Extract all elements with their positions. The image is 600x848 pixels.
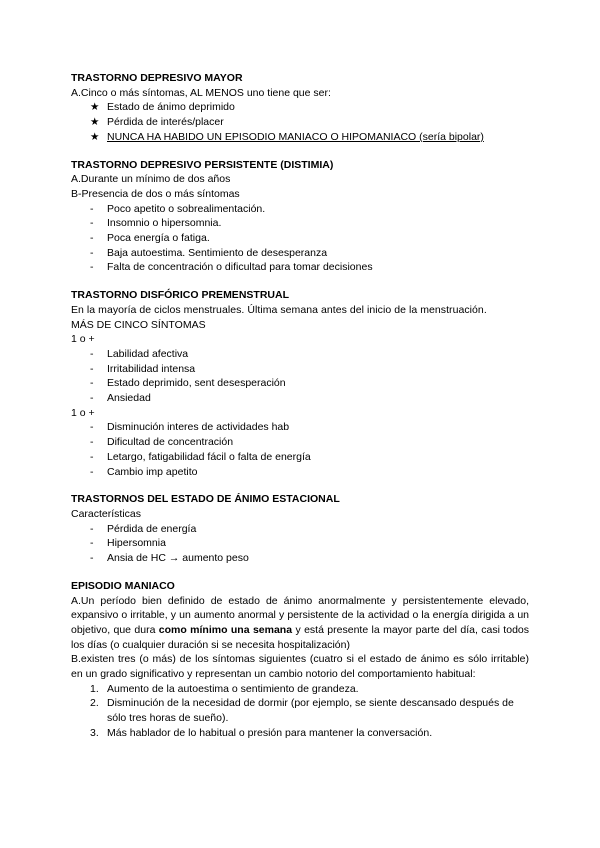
section-title-premenstrual: TRASTORNO DISFÓRICO PREMENSTRUAL <box>71 289 289 302</box>
numbered-item <box>71 682 529 697</box>
list-item <box>71 202 529 217</box>
numbered-item-text: Disminución de la necesidad de dormir (por ejemplo, se siente descansado después de sólo tres horas de sueño). <box>107 697 514 725</box>
dash-bullet-icon: - <box>90 450 94 463</box>
star-bullet-icon: ★ <box>90 116 100 129</box>
list-item-text: Hipersomnia <box>107 537 166 550</box>
list-item <box>71 450 529 465</box>
dash-bullet-icon: - <box>90 362 94 375</box>
criterion-a-text-end: y está presente la mayor parte del día, casi todos los días (o cualquier duración si se necesita hospitalización) <box>71 623 529 651</box>
list-item-text: Letargo, fatigabilidad fácil o falta de energía <box>107 450 311 463</box>
list-item-text: Poco apetito o sobrealimentación. <box>107 202 266 215</box>
list-item-text: Insomnio o hipersomnia. <box>107 217 222 230</box>
list-item-text: Estado deprimido, sent desesperación <box>107 377 286 390</box>
criterion-a-paragraph <box>71 594 529 653</box>
dash-bullet-icon: - <box>90 436 94 449</box>
document-content <box>71 71 529 741</box>
dash-bullet-icon: - <box>90 552 94 565</box>
list-item <box>71 551 529 566</box>
numbered-item-text: Más hablador de lo habitual o presión para mantener la conversación. <box>107 726 433 739</box>
list-item-text: Ansiedad <box>107 392 151 405</box>
group-label: 1 o + <box>71 333 95 346</box>
section-title-maniaco: EPISODIO MANIACO <box>71 579 175 592</box>
list-item-text: Baja autoestima. Sentimiento de desesperanza <box>107 246 328 259</box>
criterion-a: A.Durante un mínimo de dos años <box>71 173 231 186</box>
list-item-text: Disminución interes de actividades hab <box>107 421 290 434</box>
criterion-a-emphasis: como mínimo una semana <box>158 623 293 636</box>
list-item-text: Pérdida de energía <box>107 522 197 535</box>
list-item <box>71 130 529 145</box>
list-item-text: Falta de concentración o dificultad para tomar decisiones <box>107 261 373 274</box>
list-item-text: Poca energía o fatiga. <box>107 232 210 245</box>
dash-bullet-icon: - <box>90 246 94 259</box>
list-item-text: Cambio imp apetito <box>107 465 198 478</box>
dash-bullet-icon: - <box>90 537 94 550</box>
list-item <box>71 522 529 537</box>
list-item-text: Labilidad afectiva <box>107 347 189 360</box>
numbered-item <box>71 726 529 741</box>
criterion-b-paragraph: B.existen tres (o más) de los síntomas siguientes (cuatro si el estado de ánimo es sólo irritable) en un grado significativo y representan un cambio notorio del comportamiento habitual: <box>71 653 529 681</box>
list-item-text: Pérdida de interés/placer <box>107 116 224 129</box>
list-item <box>71 115 529 130</box>
dash-bullet-icon: - <box>90 421 94 434</box>
numbered-item <box>71 696 529 725</box>
dash-bullet-icon: - <box>90 377 94 390</box>
section-intro: En la mayoría de ciclos menstruales. Última semana antes del inicio de la menstruación. <box>71 303 487 316</box>
item-number: 2. <box>90 697 99 710</box>
list-item <box>71 231 529 246</box>
item-number: 3. <box>90 726 99 739</box>
group-label: 1 o + <box>71 406 95 419</box>
dash-bullet-icon: - <box>90 522 94 535</box>
list-item <box>71 216 529 231</box>
list-item <box>71 536 529 551</box>
section-title-depresivo-mayor: TRASTORNO DEPRESIVO MAYOR <box>71 72 243 84</box>
list-item <box>71 347 529 362</box>
list-item <box>71 391 529 406</box>
list-item <box>71 100 529 115</box>
list-item <box>71 362 529 377</box>
numbered-item-text: Aumento de la autoestima o sentimiento de grandeza. <box>107 682 359 695</box>
criterion-b: B-Presencia de dos o más síntomas <box>71 187 240 200</box>
list-item <box>71 465 529 480</box>
item-number: 1. <box>90 682 99 695</box>
section-subtitle: Características <box>71 507 142 520</box>
list-item-text: NUNCA HA HABIDO UN EPISODIO MANIACO O HIPOMANIACO (sería bipolar) <box>107 130 484 143</box>
section-title-distimia: TRASTORNO DEPRESIVO PERSISTENTE (DISTIMIA) <box>71 158 334 171</box>
section-title-estacional: TRASTORNOS DEL ESTADO DE ÁNIMO ESTACIONAL <box>71 493 340 506</box>
list-item-text: Irritabilidad intensa <box>107 362 196 375</box>
dash-bullet-icon: - <box>90 347 94 360</box>
list-item <box>71 376 529 391</box>
list-item-text: Ansia de HC → aumento peso <box>107 552 249 565</box>
list-item-text: Dificultad de concentración <box>107 436 234 449</box>
star-bullet-icon: ★ <box>90 101 100 114</box>
star-bullet-icon: ★ <box>90 130 100 143</box>
section-intro: A.Cinco o más síntomas, AL MENOS uno tiene que ser: <box>71 86 331 99</box>
list-item <box>71 435 529 450</box>
dash-bullet-icon: - <box>90 202 94 215</box>
dash-bullet-icon: - <box>90 392 94 405</box>
dash-bullet-icon: - <box>90 261 94 274</box>
list-item <box>71 420 529 435</box>
list-item-text: Estado de ánimo deprimido <box>107 101 235 114</box>
list-item <box>71 260 529 275</box>
list-item <box>71 246 529 261</box>
symptom-count: MÁS DE CINCO SÍNTOMAS <box>71 318 206 331</box>
criterion-a-text: A.Un período bien definido de estado de ánimo anormalmente y persistentemente elevado, expansivo o irritable, y un aumento anormal y persistente de la actividad o la energía dirigida a un objetivo, que dura <box>71 594 529 636</box>
dash-bullet-icon: - <box>90 217 94 230</box>
dash-bullet-icon: - <box>90 232 94 245</box>
dash-bullet-icon: - <box>90 465 94 478</box>
